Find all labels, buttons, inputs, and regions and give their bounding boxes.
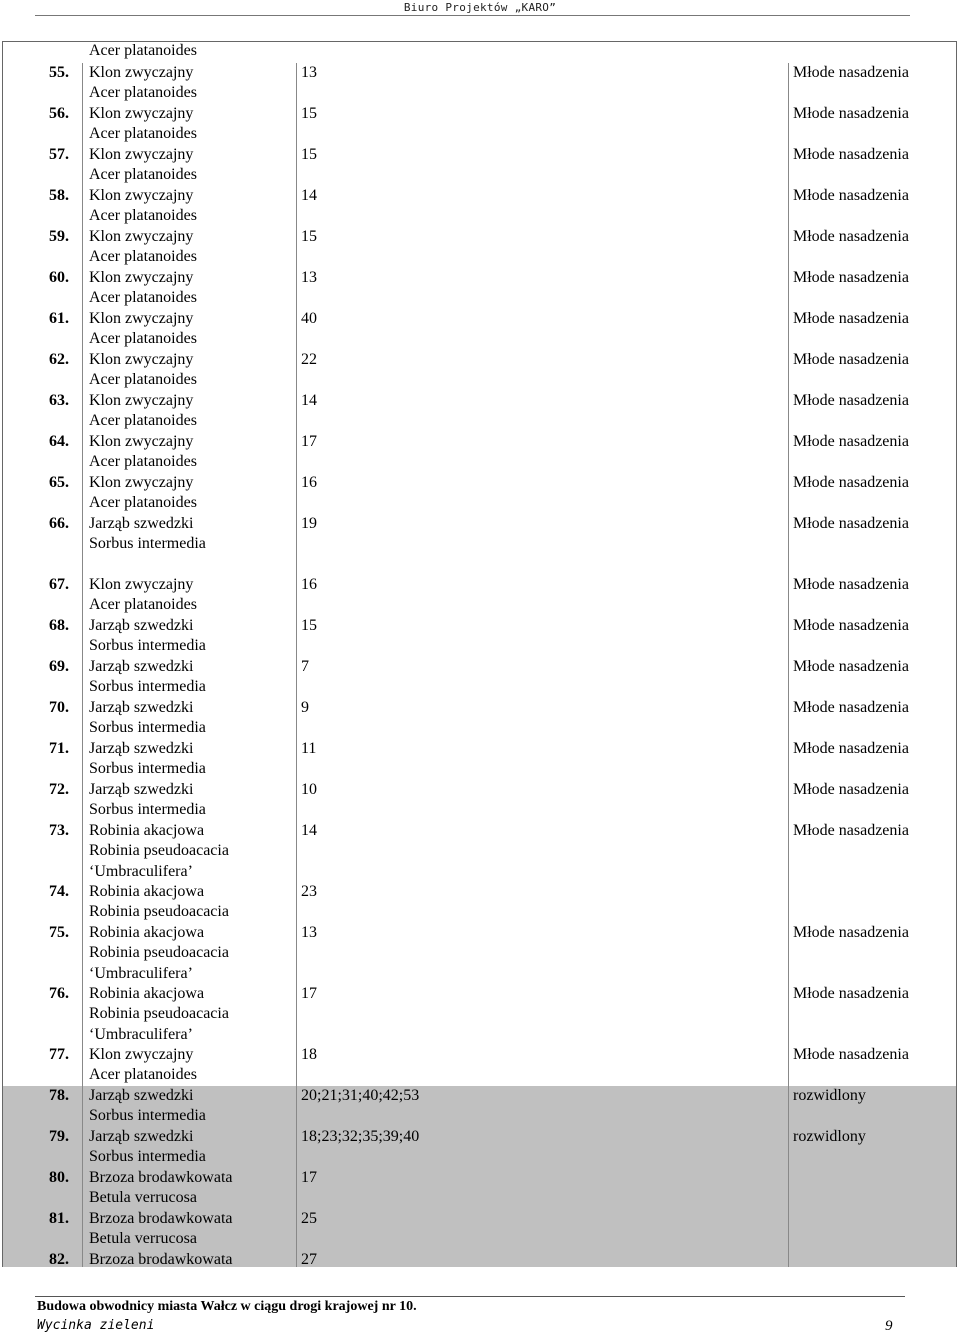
column-divider: [788, 227, 789, 268]
remark: Młode nasadzenia: [793, 105, 909, 122]
remark: Młode nasadzenia: [793, 658, 909, 675]
species-common-name: Robinia akacjowa: [89, 883, 205, 900]
column-divider: [788, 1209, 789, 1250]
trunk-circumference: 13: [301, 269, 317, 286]
row-number: 62.: [49, 351, 69, 368]
column-divider: [296, 1250, 297, 1267]
column-divider: [82, 882, 83, 923]
row-number: 77.: [49, 1046, 69, 1063]
column-divider: [82, 739, 83, 780]
column-divider: [82, 1209, 83, 1250]
row-number: 61.: [49, 310, 69, 327]
footer-section-title: Wycinka zieleni: [37, 1318, 155, 1333]
column-divider: [82, 923, 83, 984]
row-number: 66.: [49, 515, 69, 532]
trunk-circumference: 13: [301, 924, 317, 941]
remark: Młode nasadzenia: [793, 392, 909, 409]
column-divider: [82, 575, 83, 616]
species-latin-name: Acer platanoides: [89, 207, 197, 225]
trunk-circumference: 16: [301, 474, 317, 491]
column-divider: [788, 657, 789, 698]
column-divider: [296, 268, 297, 309]
column-divider: [788, 984, 789, 1045]
column-divider: [788, 514, 789, 575]
column-divider: [788, 63, 789, 104]
column-divider: [82, 104, 83, 145]
species-common-name: Klon zwyczajny: [89, 64, 194, 81]
column-divider: [788, 616, 789, 657]
remark: Młode nasadzenia: [793, 617, 909, 634]
trunk-circumference: 11: [301, 740, 317, 757]
species-common-name: Klon zwyczajny: [89, 269, 194, 286]
row-number: 58.: [49, 187, 69, 204]
trunk-circumference: 25: [301, 1210, 317, 1227]
table-row: [3, 391, 956, 432]
column-divider: [82, 145, 83, 186]
column-divider: [788, 186, 789, 227]
row-number: 78.: [49, 1087, 69, 1104]
column-divider: [296, 350, 297, 391]
species-latin-name: Sorbus intermedia: [89, 1107, 206, 1125]
column-divider: [82, 1086, 83, 1127]
species-common-name: Klon zwyczajny: [89, 474, 194, 491]
species-latin-name: Sorbus intermedia: [89, 719, 206, 737]
column-divider: [82, 780, 83, 821]
remark: Młode nasadzenia: [793, 187, 909, 204]
trunk-circumference: 9: [301, 699, 309, 716]
table-row: [3, 432, 956, 473]
column-divider: [788, 882, 789, 923]
row-number: 76.: [49, 985, 69, 1002]
column-divider: [82, 698, 83, 739]
species-cultivar: ‘Umbraculifera’: [89, 862, 193, 880]
column-divider: [82, 1127, 83, 1168]
column-divider: [296, 923, 297, 984]
table-row: [3, 575, 956, 616]
row-number: 57.: [49, 146, 69, 163]
column-divider: [296, 227, 297, 268]
species-common-name: Brzoza brodawkowata: [89, 1210, 233, 1227]
column-divider: [82, 227, 83, 268]
table-row: [3, 984, 956, 1045]
row-number: 81.: [49, 1210, 69, 1227]
column-divider: [296, 63, 297, 104]
remark: Młode nasadzenia: [793, 269, 909, 286]
species-common-name: Klon zwyczajny: [89, 433, 194, 450]
column-divider: [296, 821, 297, 882]
table-row: [3, 780, 956, 821]
table-row: [3, 145, 956, 186]
trunk-circumference: 14: [301, 392, 317, 409]
species-latin-name: Acer platanoides: [89, 412, 197, 430]
carry-over-species: Acer platanoides: [89, 42, 197, 59]
species-common-name: Klon zwyczajny: [89, 392, 194, 409]
row-number: 65.: [49, 474, 69, 491]
column-divider: [788, 575, 789, 616]
column-divider: [296, 698, 297, 739]
species-common-name: Jarząb szwedzki: [89, 658, 194, 675]
remark: rozwidlony: [793, 1128, 866, 1145]
species-common-name: Robinia akacjowa: [89, 985, 205, 1002]
column-divider: [296, 104, 297, 145]
column-divider: [296, 145, 297, 186]
remark: Młode nasadzenia: [793, 310, 909, 327]
trunk-circumference: 40: [301, 310, 317, 327]
remark: Młode nasadzenia: [793, 64, 909, 81]
column-divider: [788, 309, 789, 350]
trunk-circumference: 15: [301, 146, 317, 163]
column-divider: [788, 739, 789, 780]
species-latin-name: Betula verrucosa: [89, 1189, 197, 1207]
trunk-circumference: 20;21;31;40;42;53: [301, 1087, 420, 1104]
species-cultivar: ‘Umbraculifera’: [89, 964, 193, 982]
column-divider: [788, 432, 789, 473]
trunk-circumference: 14: [301, 187, 317, 204]
species-latin-name: Sorbus intermedia: [89, 1148, 206, 1166]
column-divider: [82, 1250, 83, 1267]
row-number: 73.: [49, 822, 69, 839]
column-divider: [82, 432, 83, 473]
remark: Młode nasadzenia: [793, 822, 909, 839]
species-latin-name: Robinia pseudoacacia: [89, 1005, 229, 1023]
column-divider: [82, 268, 83, 309]
column-divider: [82, 514, 83, 575]
trunk-circumference: 19: [301, 515, 317, 532]
column-divider: [82, 1168, 83, 1209]
column-divider: [788, 104, 789, 145]
column-divider: [296, 984, 297, 1045]
row-number: 68.: [49, 617, 69, 634]
species-latin-name: Acer platanoides: [89, 453, 197, 471]
remark: Młode nasadzenia: [793, 740, 909, 757]
row-number: 55.: [49, 64, 69, 81]
species-common-name: Jarząb szwedzki: [89, 1087, 194, 1104]
column-divider: [788, 391, 789, 432]
species-latin-name: Robinia pseudoacacia: [89, 944, 229, 962]
column-divider: [82, 473, 83, 514]
column-divider: [82, 657, 83, 698]
column-divider: [82, 350, 83, 391]
row-number: 59.: [49, 228, 69, 245]
species-latin-name: Acer platanoides: [89, 125, 197, 143]
remark: Młode nasadzenia: [793, 924, 909, 941]
table-row: [3, 514, 956, 575]
column-divider: [296, 882, 297, 923]
column-divider: [296, 514, 297, 575]
species-common-name: Jarząb szwedzki: [89, 515, 194, 532]
trunk-circumference: 16: [301, 576, 317, 593]
species-common-name: Klon zwyczajny: [89, 310, 194, 327]
remark: Młode nasadzenia: [793, 985, 909, 1002]
column-divider: [788, 350, 789, 391]
table-row: [3, 1045, 956, 1086]
species-latin-name: Acer platanoides: [89, 289, 197, 307]
column-divider: [788, 1086, 789, 1127]
column-divider: [82, 821, 83, 882]
column-divider: [296, 473, 297, 514]
column-divider: [788, 821, 789, 882]
table-row: [3, 227, 956, 268]
column-divider: [82, 616, 83, 657]
species-latin-name: Robinia pseudoacacia: [89, 842, 229, 860]
trunk-circumference: 18: [301, 1046, 317, 1063]
row-number: 71.: [49, 740, 69, 757]
column-divider: [296, 616, 297, 657]
species-common-name: Klon zwyczajny: [89, 1046, 194, 1063]
table-row: [3, 350, 956, 391]
row-number: 82.: [49, 1251, 69, 1268]
header-divider: [35, 15, 910, 16]
row-number: 69.: [49, 658, 69, 675]
column-divider: [788, 145, 789, 186]
trunk-circumference: 27: [301, 1251, 317, 1268]
column-divider: [296, 391, 297, 432]
table-row: [3, 882, 956, 923]
column-divider: [788, 1045, 789, 1086]
remark: Młode nasadzenia: [793, 699, 909, 716]
column-divider: [296, 1168, 297, 1209]
column-divider: [788, 698, 789, 739]
species-latin-name: Sorbus intermedia: [89, 637, 206, 655]
remark: Młode nasadzenia: [793, 474, 909, 491]
table-row: [3, 186, 956, 227]
species-common-name: Brzoza brodawkowata: [89, 1169, 233, 1186]
species-common-name: Jarząb szwedzki: [89, 699, 194, 716]
table-row: [3, 63, 956, 104]
table-row: [3, 1209, 956, 1250]
column-divider: [82, 984, 83, 1045]
species-latin-name: Acer platanoides: [89, 166, 197, 184]
species-latin-name: Acer platanoides: [89, 371, 197, 389]
table-row: [3, 1086, 956, 1127]
column-divider: [296, 1086, 297, 1127]
species-latin-name: Betula verrucosa: [89, 1230, 197, 1248]
column-divider: [788, 1168, 789, 1209]
trunk-circumference: 17: [301, 1169, 317, 1186]
species-latin-name: Acer platanoides: [89, 596, 197, 614]
remark: rozwidlony: [793, 1087, 866, 1104]
column-divider: [296, 186, 297, 227]
column-divider: [296, 432, 297, 473]
trunk-circumference: 7: [301, 658, 309, 675]
column-divider: [82, 1045, 83, 1086]
column-divider: [82, 391, 83, 432]
remark: Młode nasadzenia: [793, 146, 909, 163]
species-latin-name: Sorbus intermedia: [89, 801, 206, 819]
column-divider: [82, 63, 83, 104]
table-row: [3, 698, 956, 739]
column-divider: [788, 268, 789, 309]
footer-divider: [35, 1296, 905, 1297]
species-latin-name: Acer platanoides: [89, 84, 197, 102]
row-number: 72.: [49, 781, 69, 798]
species-common-name: Klon zwyczajny: [89, 576, 194, 593]
column-divider: [296, 657, 297, 698]
table-row: [3, 821, 956, 882]
species-common-name: Klon zwyczajny: [89, 105, 194, 122]
trunk-circumference: 14: [301, 822, 317, 839]
trunk-circumference: 18;23;32;35;39;40: [301, 1128, 420, 1145]
remark: Młode nasadzenia: [793, 228, 909, 245]
row-number: 60.: [49, 269, 69, 286]
remark: Młode nasadzenia: [793, 351, 909, 368]
table-row: [3, 268, 956, 309]
species-common-name: Robinia akacjowa: [89, 924, 205, 941]
column-divider: [788, 1127, 789, 1168]
column-divider: [788, 780, 789, 821]
column-divider: [296, 739, 297, 780]
column-divider: [296, 1127, 297, 1168]
row-number: 70.: [49, 699, 69, 716]
species-common-name: Jarząb szwedzki: [89, 781, 194, 798]
column-divider: [82, 309, 83, 350]
column-divider: [296, 575, 297, 616]
table-row: [3, 309, 956, 350]
footer-project-title: Budowa obwodnicy miasta Wałcz w ciągu drogi krajowej nr 10.: [37, 1299, 417, 1314]
table-row: [3, 1127, 956, 1168]
row-number: 63.: [49, 392, 69, 409]
column-divider: [788, 1250, 789, 1267]
table-row: [3, 1168, 956, 1209]
trunk-circumference: 17: [301, 433, 317, 450]
page-number: 9: [885, 1318, 893, 1334]
species-common-name: Jarząb szwedzki: [89, 1128, 194, 1145]
species-common-name: Jarząb szwedzki: [89, 740, 194, 757]
row-number: 56.: [49, 105, 69, 122]
species-common-name: Jarząb szwedzki: [89, 617, 194, 634]
row-number: 64.: [49, 433, 69, 450]
trunk-circumference: 17: [301, 985, 317, 1002]
row-number: 80.: [49, 1169, 69, 1186]
column-divider: [296, 309, 297, 350]
trunk-circumference: 10: [301, 781, 317, 798]
trunk-circumference: 15: [301, 105, 317, 122]
trunk-circumference: 22: [301, 351, 317, 368]
remark: Młode nasadzenia: [793, 781, 909, 798]
remark: Młode nasadzenia: [793, 576, 909, 593]
remark: Młode nasadzenia: [793, 1046, 909, 1063]
table-row: [3, 1250, 956, 1267]
species-latin-name: Acer platanoides: [89, 330, 197, 348]
species-latin-name: Sorbus intermedia: [89, 760, 206, 778]
row-number: 67.: [49, 576, 69, 593]
remark: Młode nasadzenia: [793, 515, 909, 532]
remark: Młode nasadzenia: [793, 433, 909, 450]
species-common-name: Klon zwyczajny: [89, 228, 194, 245]
trunk-circumference: 23: [301, 883, 317, 900]
trunk-circumference: 15: [301, 228, 317, 245]
column-divider: [296, 1045, 297, 1086]
column-divider: [788, 473, 789, 514]
column-divider: [296, 780, 297, 821]
species-cultivar: ‘Umbraculifera’: [89, 1025, 193, 1043]
table-row: [3, 739, 956, 780]
species-common-name: Robinia akacjowa: [89, 822, 205, 839]
row-number: 79.: [49, 1128, 69, 1145]
species-latin-name: Acer platanoides: [89, 248, 197, 266]
column-divider: [788, 923, 789, 984]
species-latin-name: Sorbus intermedia: [89, 535, 206, 553]
species-latin-name: Sorbus intermedia: [89, 678, 206, 696]
table-row: [3, 616, 956, 657]
column-divider: [82, 186, 83, 227]
row-number: 74.: [49, 883, 69, 900]
table-row: [3, 657, 956, 698]
trunk-circumference: 13: [301, 64, 317, 81]
table-row: [3, 104, 956, 145]
species-latin-name: Robinia pseudoacacia: [89, 903, 229, 921]
species-latin-name: Acer platanoides: [89, 1066, 197, 1084]
species-latin-name: Acer platanoides: [89, 494, 197, 512]
document-header-title: Biuro Projektów „KARO”: [403, 1, 557, 14]
species-common-name: Brzoza brodawkowata: [89, 1251, 233, 1268]
table-row: [3, 923, 956, 984]
species-common-name: Klon zwyczajny: [89, 146, 194, 163]
table-row: [3, 473, 956, 514]
column-divider: [296, 1209, 297, 1250]
species-common-name: Klon zwyczajny: [89, 187, 194, 204]
trunk-circumference: 15: [301, 617, 317, 634]
species-common-name: Klon zwyczajny: [89, 351, 194, 368]
row-number: 75.: [49, 924, 69, 941]
